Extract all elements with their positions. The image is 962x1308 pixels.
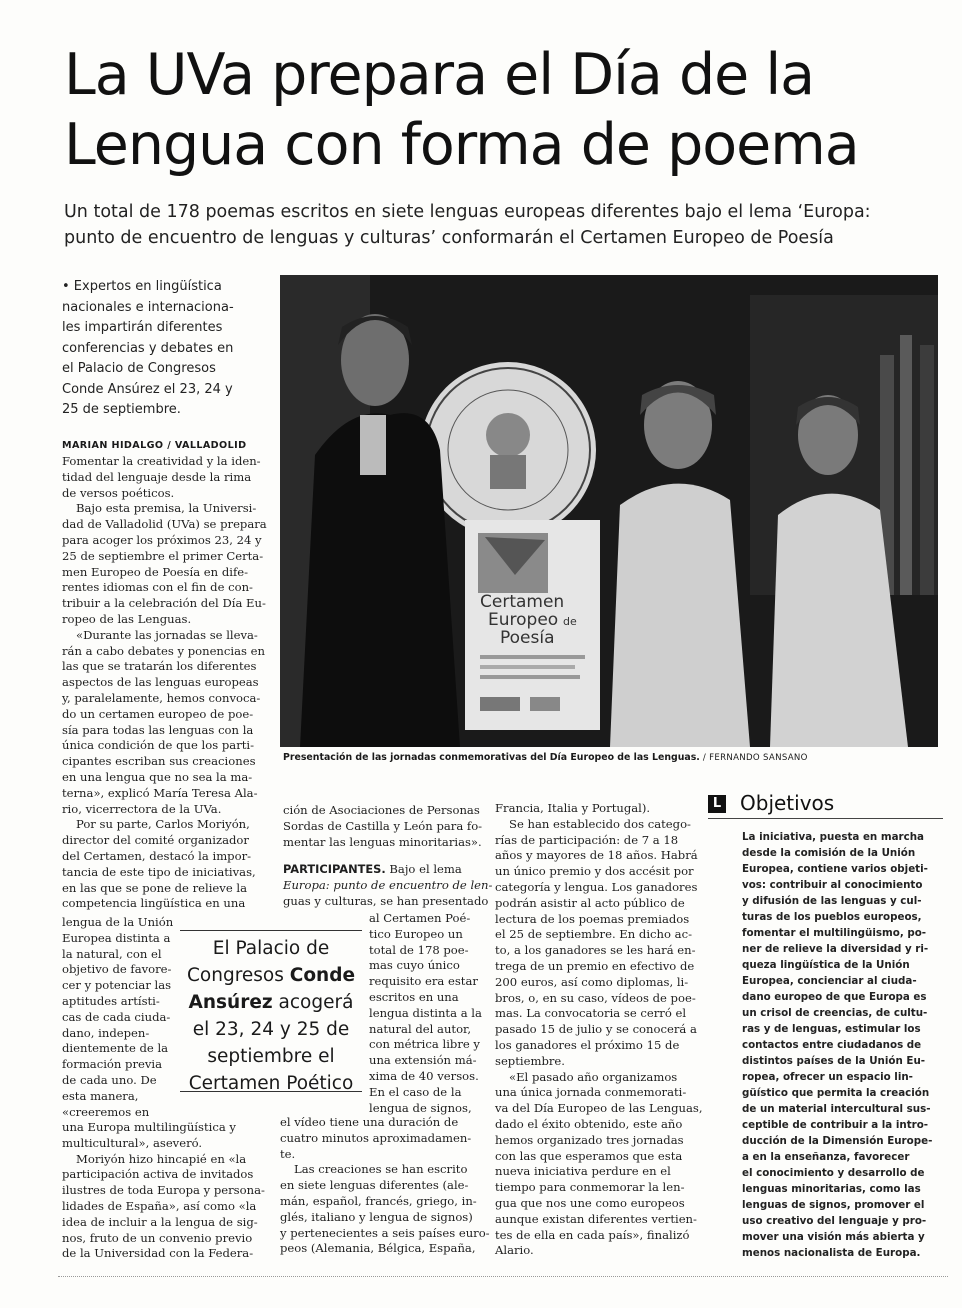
body-line: con las que esperamos que esta <box>495 1148 683 1163</box>
body-line: hemos organizado tres jornadas <box>495 1132 684 1147</box>
body-line: 200 euros, así como diplomas, li- <box>495 974 689 989</box>
sidebar-line: distintos países de la Unión Eu- <box>742 1055 926 1067</box>
body-line: te. <box>280 1146 296 1161</box>
body-line: men Europeo de Poesía en dife- <box>62 564 249 579</box>
pull-quote-text: acogerá <box>272 992 354 1013</box>
sidebar-header <box>708 793 943 819</box>
poster-title-1: Certamen <box>480 592 565 612</box>
flags <box>880 335 934 595</box>
body-line: Sordas de Castilla y León para fo- <box>283 818 483 833</box>
sidebar-line: dano europeo de que Europa es <box>742 991 927 1003</box>
body-line: dientemente de la <box>62 1041 169 1056</box>
headline-line: La UVa prepara el Día de la <box>64 42 815 108</box>
body-line: para acoger los próximos 23, 24 y <box>62 532 262 547</box>
body-line: una Europa multilingüística y <box>62 1120 236 1134</box>
body-line: las que se tratarán los diferentes <box>62 659 257 674</box>
body-line: Europea distinta a <box>62 930 171 945</box>
body-line: tiempo para conmemorar la len- <box>495 1180 685 1195</box>
body-line: Bajo el lema <box>385 862 462 877</box>
body-line: el 25 de septiembre. En dicho ac- <box>495 927 693 942</box>
press-photo-graphic <box>280 275 938 747</box>
body-line: años y mayores de 18 años. Habrá <box>495 848 698 863</box>
subtitle-line: punto de encuentro de lenguas y culturas’ conformarán el Certamen Europeo de Poesía <box>64 228 834 248</box>
sidebar-line: vos: contribuir al conocimiento <box>742 879 923 891</box>
body-line: Alario. <box>495 1243 534 1258</box>
body-line: ción de Asociaciones de Personas <box>283 803 480 817</box>
body-line: lidades de España», así como «la <box>62 1198 257 1213</box>
body-line: cuatro minutos aproximadamen- <box>280 1130 472 1145</box>
body-line: idea de incluir a la lengua de sig- <box>62 1214 258 1229</box>
sidebar-line: un crisol de creencias, de cultu- <box>742 1007 928 1019</box>
body-line: Fomentar la creatividad y la iden- <box>62 454 261 468</box>
body-line: objetivo de favore- <box>62 962 172 977</box>
body-line: guas y culturas, se han presentado <box>283 893 489 908</box>
sidebar-line: ceptible de contribuir a la intro- <box>742 1119 929 1131</box>
body-line: dad de Valladolid (UVa) se prepara <box>62 517 267 532</box>
body-line: participación activa de invitados <box>62 1167 254 1182</box>
body-line: lengua de signos, <box>369 1100 472 1115</box>
body-line: competencia lingüística en una <box>62 896 246 911</box>
body-line: y pertenecientes a seis países euro- <box>280 1225 490 1240</box>
body-line: nos, fruto de un convenio previo <box>62 1230 253 1245</box>
body-line: Europa: punto de encuentro de len- <box>283 878 493 893</box>
subtitle <box>64 199 944 251</box>
sidebar-line: el conocimiento y desarrollo de <box>742 1167 925 1179</box>
poster-title-3: Poesía <box>500 628 555 648</box>
body-line: cipantes escriban sus creaciones <box>62 754 256 769</box>
body-line: el vídeo tiene una duración de <box>280 1115 459 1129</box>
sidebar-line: a en la enseñanza, favorecer <box>742 1151 910 1163</box>
body-line: cer y potenciar las <box>62 978 172 993</box>
body-line: con métrica libre y <box>369 1037 480 1052</box>
pull-quote-bold: Ansúrez <box>188 992 273 1013</box>
poster-title-de: de <box>563 615 577 628</box>
body-line: mentar las lenguas minoritarias». <box>283 834 482 849</box>
body-line: los ganadores el próximo 15 de <box>495 1037 680 1052</box>
body-line: Francia, Italia y Portugal). <box>495 801 651 815</box>
body-line: dado el éxito obtenido, este año <box>495 1116 683 1131</box>
body-column-2-wrap <box>369 911 481 1116</box>
sidebar-line: ducción de la Dimensión Europe- <box>742 1135 933 1147</box>
participantes-line <box>283 862 481 878</box>
sidebar-line: uso creativo del lenguaje y pro- <box>742 1215 927 1227</box>
body-column-2 <box>283 803 493 910</box>
sidebar-line: fomentar el multilingüismo, po- <box>742 927 927 939</box>
sidebar-line: desde la comisión de la Unión <box>742 847 916 859</box>
body-line: tico Europeo un <box>369 926 463 941</box>
body-line: lengua de la Unión <box>62 915 174 929</box>
body-line: tes de ella en cada país», finalizó <box>495 1227 690 1242</box>
body-line: tancia de este tipo de iniciativas, <box>62 864 256 879</box>
body-line: dano, indepen- <box>62 1025 150 1040</box>
body-line: al Certamen Poé- <box>369 911 471 925</box>
body-line: «creeremos en <box>62 1104 150 1119</box>
summary-line: 25 de septiembre. <box>62 402 181 417</box>
pull-quote-line: septiembre el <box>207 1046 335 1067</box>
body-line: del Certamen, destacó la impor- <box>62 848 252 863</box>
body-line: natural del autor, <box>369 1021 471 1036</box>
photo-caption <box>283 752 943 763</box>
body-line: glés, italiano y lengua de signos) <box>280 1209 473 1224</box>
body-line: gua que nos une como europeos <box>495 1195 685 1210</box>
event-poster <box>465 520 600 730</box>
body-line: lengua distinta a la <box>369 1005 482 1020</box>
summary-line: conferencias y debates en <box>62 340 234 356</box>
body-line: septiembre. <box>495 1053 565 1068</box>
body-line: bros, o, en su caso, vídeos de poe- <box>495 990 696 1005</box>
body-line: requisito era estar <box>369 974 478 989</box>
sidebar-line: Europea, concienciar al ciuda- <box>742 975 917 987</box>
body-line: Moriyón hizo hincapié en «la <box>76 1151 247 1166</box>
body-line: Por su parte, Carlos Moriyón, <box>76 817 250 832</box>
caption-text: Presentación de las jornadas conmemorativas del Día Europeo de las Lenguas. <box>283 752 700 763</box>
body-line: aunque existan diferentes vertien- <box>495 1211 697 1226</box>
body-line: Se han establecido dos catego- <box>509 816 691 831</box>
pull-quote <box>180 930 362 1092</box>
body-line: rentes idiomas con el fin de con- <box>62 580 253 595</box>
body-line: aptitudes artísti- <box>62 993 160 1008</box>
body-line: rio, vicerrectora de la UVa. <box>62 801 222 816</box>
body-line: «El pasado año organizamos <box>509 1069 678 1084</box>
body-line: aspectos de las lenguas europeas <box>62 675 259 690</box>
body-line: terna», explicó María Teresa Ala- <box>62 785 258 800</box>
body-column-1-wrap <box>62 915 177 1120</box>
pull-quote-text: Congresos <box>186 965 290 986</box>
sidebar-line: y difusión de las lenguas y cul- <box>742 895 922 907</box>
sidebar-line: Europea, contiene varios objeti- <box>742 863 928 875</box>
body-line: ropeo de las Lenguas. <box>62 611 192 626</box>
body-line: una única jornada conmemorati- <box>495 1085 687 1100</box>
sidebar-body <box>742 829 942 1261</box>
body-line: En el caso de la <box>369 1084 462 1099</box>
body-line: to, a los ganadores se les hará en- <box>495 943 696 958</box>
press-photo <box>280 275 938 747</box>
page-bottom-rule <box>58 1276 948 1277</box>
sidebar-line: turas de los pueblos europeos, <box>742 911 922 923</box>
body-line: escritos en una <box>369 989 459 1004</box>
participantes-runin: PARTICIPANTES. <box>283 862 386 877</box>
body-line: va del Día Europeo de las Lenguas, <box>495 1101 703 1116</box>
university-seal <box>420 362 596 538</box>
body-line: categoría y lengua. Los ganadores <box>495 879 698 894</box>
body-line: rán a cabo debates y ponencias en <box>62 643 265 658</box>
subtitle-line: Un total de 178 poemas escritos en siete lenguas europeas diferentes bajo el lema ‘Europa: <box>64 202 871 222</box>
body-line: tidad del lenguaje desde la rima <box>62 469 252 484</box>
body-line: xima de 40 versos. <box>369 1068 479 1083</box>
body-line: trega de un premio en efectivo de <box>495 958 695 973</box>
body-line: esta manera, <box>62 1088 139 1103</box>
body-line: podrán asistir al acto público de <box>495 895 685 910</box>
body-line: rías de participación: de 7 a 18 <box>495 832 679 847</box>
sidebar-line: ras y de lenguas, estimular los <box>742 1023 921 1035</box>
body-line: cas de cada ciuda- <box>62 1009 171 1024</box>
body-line: en una lengua que no sea la ma- <box>62 769 253 784</box>
sidebar-title: Objetivos <box>740 791 835 815</box>
body-line: y, paralelamente, hemos convoca- <box>62 690 261 705</box>
body-column-3 <box>495 801 703 1259</box>
pull-quote-line <box>180 989 362 1016</box>
sidebar-line: ner de relieve la diversidad y ri- <box>742 943 929 955</box>
headline <box>64 40 924 180</box>
body-line: sía para todas las lenguas con la <box>62 722 254 737</box>
sidebar-line: güístico que permita la creación <box>742 1087 930 1099</box>
byline: MARIAN HIDALGO / VALLADOLID <box>62 440 247 451</box>
sidebar-line: contactos entre ciudadanos de <box>742 1039 922 1051</box>
body-line: mas cuyo único <box>369 958 460 973</box>
sidebar-line: La iniciativa, puesta en marcha <box>742 831 924 843</box>
body-column-1-end <box>62 1120 272 1262</box>
summary-line: el Palacio de Congresos <box>62 361 216 376</box>
body-line: pasado 15 de julio y se conocerá a <box>495 1022 697 1037</box>
body-line: de versos poéticos. <box>62 485 175 500</box>
body-line: 25 de septiembre el primer Certa- <box>62 548 264 563</box>
body-line: director del comité organizador <box>62 833 249 848</box>
pull-quote-line <box>180 962 362 989</box>
headline-line: Lengua con forma de poema <box>64 112 859 178</box>
body-line: de la Universidad con la Federa- <box>62 1246 254 1261</box>
body-line: Bajo esta premisa, la Universi- <box>76 501 257 516</box>
body-line: única condición de que los parti- <box>62 738 255 753</box>
body-line: en las que se pone de relieve la <box>62 880 247 895</box>
photo-credit: / FERNANDO SANSANO <box>699 753 808 763</box>
body-line: mas. La convocatoria se cerró el <box>495 1006 687 1021</box>
sidebar-line: ropea, ofrecer un espacio lin- <box>742 1071 913 1083</box>
body-line: de cada uno. De <box>62 1072 157 1087</box>
body-line: lectura de los poemas premiados <box>495 911 690 926</box>
pull-quote-bold: Conde <box>289 965 355 986</box>
body-line: ilustres de toda Europa y persona- <box>62 1183 265 1198</box>
body-line: formación previa <box>62 1057 163 1072</box>
summary-line: les impartirán diferentes <box>62 320 223 335</box>
summary-line: Conde Ansúrez el 23, 24 y <box>62 381 233 397</box>
body-line: multicultural», aseveró. <box>62 1135 203 1150</box>
poster-title-2: Europeo <box>488 610 559 630</box>
body-line: la natural, con el <box>62 946 162 961</box>
body-line: do un certamen europeo de poe- <box>62 706 254 721</box>
body-line: en siete lenguas diferentes (ale- <box>280 1178 469 1193</box>
summary-line: • Expertos en lingüística <box>62 279 222 294</box>
summary-box <box>62 277 267 421</box>
summary-line: nacionales e internaciona- <box>62 299 234 315</box>
body-line: mán, español, francés, griego, in- <box>280 1193 477 1208</box>
pull-quote-line: el 23, 24 y 25 de <box>192 1019 350 1040</box>
body-column-1 <box>62 454 272 912</box>
sidebar-line: queza lingüística de la Unión <box>742 959 910 971</box>
sidebar-line: menos nacionalista de Europa. <box>742 1247 921 1259</box>
body-column-2-end <box>280 1115 490 1257</box>
section-marker-icon: L <box>708 795 726 813</box>
sidebar-line: lenguas minoritarias, como las <box>742 1183 921 1195</box>
body-line: Las creaciones se han escrito <box>294 1162 468 1177</box>
body-line: «Durante las jornadas se lleva- <box>76 627 258 642</box>
body-line: peos (Alemania, Bélgica, España, <box>280 1241 476 1256</box>
body-line: un único premio y dos accésit por <box>495 864 694 879</box>
pull-quote-line: El Palacio de <box>212 938 330 959</box>
sidebar-line: de un material intercultural sus- <box>742 1103 931 1115</box>
pull-quote-line: Certamen Poético <box>188 1073 354 1094</box>
body-line: tribuir a la celebración del Día Eu- <box>62 596 266 611</box>
sidebar-line: mover una visión más abierta y <box>742 1231 925 1243</box>
body-line: una extensión má- <box>369 1053 477 1068</box>
body-line: total de 178 poe- <box>369 942 469 957</box>
body-line: nueva iniciativa perdure en el <box>495 1164 671 1179</box>
sidebar-line: lenguas de signos, promover el <box>742 1199 925 1211</box>
